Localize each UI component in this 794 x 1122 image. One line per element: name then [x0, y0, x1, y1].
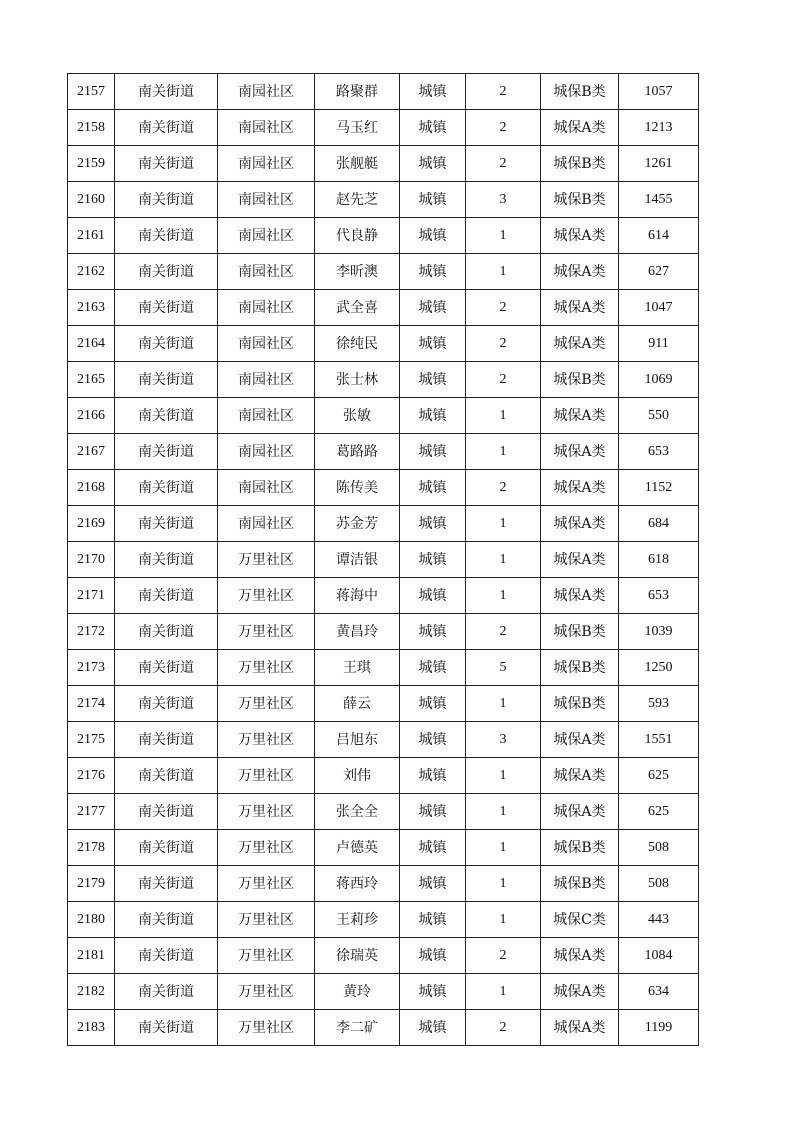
name-cell: 蒋海中 [315, 578, 400, 614]
serial-number-cell: 2177 [68, 794, 115, 830]
table-row [68, 686, 699, 722]
family-size-cell: 2 [466, 326, 541, 362]
street-cell: 南关街道 [115, 650, 218, 686]
household-type-cell: 城镇 [400, 110, 466, 146]
community-cell: 万里社区 [218, 830, 315, 866]
amount-cell: 911 [619, 326, 699, 362]
serial-number-cell: 2160 [68, 182, 115, 218]
name-cell: 吕旭东 [315, 722, 400, 758]
family-size-cell: 2 [466, 1010, 541, 1046]
table-row [68, 1010, 699, 1046]
name-cell: 卢德英 [315, 830, 400, 866]
family-size-cell: 2 [466, 110, 541, 146]
amount-cell: 653 [619, 578, 699, 614]
category-cell: 城保B类 [541, 830, 619, 866]
serial-number-cell: 2173 [68, 650, 115, 686]
household-type-cell: 城镇 [400, 506, 466, 542]
table-row [68, 758, 699, 794]
category-cell: 城保A类 [541, 218, 619, 254]
amount-cell: 614 [619, 218, 699, 254]
street-cell: 南关街道 [115, 434, 218, 470]
table-row [68, 614, 699, 650]
street-cell: 南关街道 [115, 1010, 218, 1046]
name-cell: 徐纯民 [315, 326, 400, 362]
community-cell: 万里社区 [218, 794, 315, 830]
family-size-cell: 2 [466, 614, 541, 650]
household-type-cell: 城镇 [400, 1010, 466, 1046]
family-size-cell: 1 [466, 794, 541, 830]
household-type-cell: 城镇 [400, 866, 466, 902]
household-type-cell: 城镇 [400, 542, 466, 578]
household-type-cell: 城镇 [400, 974, 466, 1010]
household-type-cell: 城镇 [400, 650, 466, 686]
family-size-cell: 1 [466, 902, 541, 938]
name-cell: 蒋西玲 [315, 866, 400, 902]
table-row [68, 902, 699, 938]
amount-cell: 508 [619, 830, 699, 866]
community-cell: 万里社区 [218, 1010, 315, 1046]
serial-number-cell: 2171 [68, 578, 115, 614]
community-cell: 南园社区 [218, 182, 315, 218]
category-cell: 城保A类 [541, 974, 619, 1010]
community-cell: 南园社区 [218, 110, 315, 146]
serial-number-cell: 2164 [68, 326, 115, 362]
category-cell: 城保B类 [541, 362, 619, 398]
community-cell: 万里社区 [218, 686, 315, 722]
family-size-cell: 2 [466, 362, 541, 398]
street-cell: 南关街道 [115, 362, 218, 398]
name-cell: 葛路路 [315, 434, 400, 470]
serial-number-cell: 2166 [68, 398, 115, 434]
household-type-cell: 城镇 [400, 398, 466, 434]
name-cell: 张敏 [315, 398, 400, 434]
table-row [68, 974, 699, 1010]
table-row [68, 110, 699, 146]
amount-cell: 593 [619, 686, 699, 722]
family-size-cell: 1 [466, 686, 541, 722]
household-type-cell: 城镇 [400, 326, 466, 362]
family-size-cell: 1 [466, 974, 541, 1010]
community-cell: 南园社区 [218, 218, 315, 254]
amount-cell: 1047 [619, 290, 699, 326]
street-cell: 南关街道 [115, 578, 218, 614]
category-cell: 城保A类 [541, 578, 619, 614]
name-cell: 路聚群 [315, 74, 400, 110]
serial-number-cell: 2163 [68, 290, 115, 326]
family-size-cell: 2 [466, 290, 541, 326]
amount-cell: 1069 [619, 362, 699, 398]
category-cell: 城保A类 [541, 938, 619, 974]
family-size-cell: 1 [466, 434, 541, 470]
serial-number-cell: 2178 [68, 830, 115, 866]
community-cell: 万里社区 [218, 938, 315, 974]
table-row [68, 578, 699, 614]
category-cell: 城保B类 [541, 686, 619, 722]
community-cell: 南园社区 [218, 470, 315, 506]
name-cell: 陈传美 [315, 470, 400, 506]
name-cell: 张士林 [315, 362, 400, 398]
serial-number-cell: 2157 [68, 74, 115, 110]
street-cell: 南关街道 [115, 722, 218, 758]
name-cell: 薛云 [315, 686, 400, 722]
household-type-cell: 城镇 [400, 218, 466, 254]
community-cell: 南园社区 [218, 254, 315, 290]
amount-cell: 634 [619, 974, 699, 1010]
street-cell: 南关街道 [115, 146, 218, 182]
community-cell: 万里社区 [218, 866, 315, 902]
amount-cell: 684 [619, 506, 699, 542]
household-type-cell: 城镇 [400, 722, 466, 758]
name-cell: 马玉红 [315, 110, 400, 146]
category-cell: 城保B类 [541, 650, 619, 686]
name-cell: 王琪 [315, 650, 400, 686]
street-cell: 南关街道 [115, 470, 218, 506]
serial-number-cell: 2179 [68, 866, 115, 902]
street-cell: 南关街道 [115, 938, 218, 974]
street-cell: 南关街道 [115, 74, 218, 110]
street-cell: 南关街道 [115, 686, 218, 722]
serial-number-cell: 2172 [68, 614, 115, 650]
category-cell: 城保A类 [541, 290, 619, 326]
serial-number-cell: 2175 [68, 722, 115, 758]
street-cell: 南关街道 [115, 614, 218, 650]
household-type-cell: 城镇 [400, 902, 466, 938]
amount-cell: 1039 [619, 614, 699, 650]
street-cell: 南关街道 [115, 326, 218, 362]
family-size-cell: 2 [466, 146, 541, 182]
street-cell: 南关街道 [115, 758, 218, 794]
table-row [68, 218, 699, 254]
serial-number-cell: 2165 [68, 362, 115, 398]
street-cell: 南关街道 [115, 902, 218, 938]
name-cell: 张全全 [315, 794, 400, 830]
category-cell: 城保B类 [541, 614, 619, 650]
family-size-cell: 2 [466, 74, 541, 110]
name-cell: 徐瑞英 [315, 938, 400, 974]
name-cell: 谭洁银 [315, 542, 400, 578]
serial-number-cell: 2169 [68, 506, 115, 542]
household-type-cell: 城镇 [400, 470, 466, 506]
table-row [68, 830, 699, 866]
community-cell: 南园社区 [218, 74, 315, 110]
table-row [68, 542, 699, 578]
serial-number-cell: 2158 [68, 110, 115, 146]
table-row [68, 470, 699, 506]
household-type-cell: 城镇 [400, 938, 466, 974]
amount-cell: 1250 [619, 650, 699, 686]
table-body [68, 74, 699, 1046]
category-cell: 城保B类 [541, 146, 619, 182]
amount-cell: 627 [619, 254, 699, 290]
street-cell: 南关街道 [115, 866, 218, 902]
name-cell: 苏金芳 [315, 506, 400, 542]
household-type-cell: 城镇 [400, 578, 466, 614]
category-cell: 城保A类 [541, 110, 619, 146]
table-row [68, 146, 699, 182]
community-cell: 万里社区 [218, 974, 315, 1010]
name-cell: 黄玲 [315, 974, 400, 1010]
name-cell: 赵先芝 [315, 182, 400, 218]
serial-number-cell: 2159 [68, 146, 115, 182]
amount-cell: 625 [619, 758, 699, 794]
serial-number-cell: 2183 [68, 1010, 115, 1046]
table-row [68, 434, 699, 470]
amount-cell: 653 [619, 434, 699, 470]
street-cell: 南关街道 [115, 110, 218, 146]
category-cell: 城保A类 [541, 470, 619, 506]
name-cell: 刘伟 [315, 758, 400, 794]
amount-cell: 1213 [619, 110, 699, 146]
community-cell: 南园社区 [218, 326, 315, 362]
household-type-cell: 城镇 [400, 362, 466, 398]
community-cell: 南园社区 [218, 434, 315, 470]
amount-cell: 1551 [619, 722, 699, 758]
community-cell: 万里社区 [218, 722, 315, 758]
amount-cell: 1152 [619, 470, 699, 506]
table-row [68, 794, 699, 830]
street-cell: 南关街道 [115, 974, 218, 1010]
amount-cell: 443 [619, 902, 699, 938]
community-cell: 南园社区 [218, 506, 315, 542]
household-type-cell: 城镇 [400, 794, 466, 830]
serial-number-cell: 2176 [68, 758, 115, 794]
category-cell: 城保A类 [541, 722, 619, 758]
community-cell: 万里社区 [218, 758, 315, 794]
table-row [68, 398, 699, 434]
household-type-cell: 城镇 [400, 614, 466, 650]
table-row [68, 326, 699, 362]
table-row [68, 362, 699, 398]
amount-cell: 1199 [619, 1010, 699, 1046]
serial-number-cell: 2170 [68, 542, 115, 578]
name-cell: 李二矿 [315, 1010, 400, 1046]
family-size-cell: 1 [466, 866, 541, 902]
name-cell: 王莉珍 [315, 902, 400, 938]
family-size-cell: 5 [466, 650, 541, 686]
amount-cell: 625 [619, 794, 699, 830]
category-cell: 城保A类 [541, 1010, 619, 1046]
street-cell: 南关街道 [115, 218, 218, 254]
category-cell: 城保A类 [541, 398, 619, 434]
family-size-cell: 1 [466, 254, 541, 290]
serial-number-cell: 2181 [68, 938, 115, 974]
street-cell: 南关街道 [115, 398, 218, 434]
table-row [68, 722, 699, 758]
serial-number-cell: 2162 [68, 254, 115, 290]
table-row [68, 290, 699, 326]
category-cell: 城保A类 [541, 758, 619, 794]
street-cell: 南关街道 [115, 542, 218, 578]
family-size-cell: 1 [466, 758, 541, 794]
street-cell: 南关街道 [115, 182, 218, 218]
category-cell: 城保B类 [541, 182, 619, 218]
table-row [68, 182, 699, 218]
category-cell: 城保A类 [541, 326, 619, 362]
community-cell: 万里社区 [218, 650, 315, 686]
name-cell: 黄昌玲 [315, 614, 400, 650]
table-row [68, 866, 699, 902]
category-cell: 城保C类 [541, 902, 619, 938]
family-size-cell: 1 [466, 398, 541, 434]
household-type-cell: 城镇 [400, 758, 466, 794]
family-size-cell: 2 [466, 938, 541, 974]
community-cell: 南园社区 [218, 362, 315, 398]
family-size-cell: 1 [466, 542, 541, 578]
serial-number-cell: 2174 [68, 686, 115, 722]
family-size-cell: 1 [466, 218, 541, 254]
serial-number-cell: 2182 [68, 974, 115, 1010]
community-cell: 万里社区 [218, 578, 315, 614]
household-type-cell: 城镇 [400, 182, 466, 218]
street-cell: 南关街道 [115, 506, 218, 542]
household-type-cell: 城镇 [400, 254, 466, 290]
category-cell: 城保B类 [541, 866, 619, 902]
category-cell: 城保A类 [541, 506, 619, 542]
name-cell: 代良静 [315, 218, 400, 254]
family-size-cell: 3 [466, 182, 541, 218]
category-cell: 城保A类 [541, 542, 619, 578]
street-cell: 南关街道 [115, 794, 218, 830]
amount-cell: 508 [619, 866, 699, 902]
category-cell: 城保A类 [541, 434, 619, 470]
street-cell: 南关街道 [115, 830, 218, 866]
household-type-cell: 城镇 [400, 434, 466, 470]
amount-cell: 1455 [619, 182, 699, 218]
name-cell: 武全喜 [315, 290, 400, 326]
family-size-cell: 1 [466, 830, 541, 866]
family-size-cell: 1 [466, 506, 541, 542]
household-type-cell: 城镇 [400, 74, 466, 110]
serial-number-cell: 2180 [68, 902, 115, 938]
amount-cell: 1084 [619, 938, 699, 974]
table-row [68, 938, 699, 974]
household-type-cell: 城镇 [400, 830, 466, 866]
name-cell: 李昕澳 [315, 254, 400, 290]
amount-cell: 618 [619, 542, 699, 578]
household-type-cell: 城镇 [400, 146, 466, 182]
table-row [68, 74, 699, 110]
table-row [68, 506, 699, 542]
family-size-cell: 1 [466, 578, 541, 614]
community-cell: 南园社区 [218, 146, 315, 182]
amount-cell: 1261 [619, 146, 699, 182]
records-table [67, 73, 699, 1046]
community-cell: 万里社区 [218, 614, 315, 650]
name-cell: 张舰艇 [315, 146, 400, 182]
community-cell: 南园社区 [218, 290, 315, 326]
community-cell: 万里社区 [218, 542, 315, 578]
family-size-cell: 2 [466, 470, 541, 506]
serial-number-cell: 2167 [68, 434, 115, 470]
serial-number-cell: 2168 [68, 470, 115, 506]
category-cell: 城保A类 [541, 254, 619, 290]
street-cell: 南关街道 [115, 254, 218, 290]
category-cell: 城保B类 [541, 74, 619, 110]
community-cell: 万里社区 [218, 902, 315, 938]
community-cell: 南园社区 [218, 398, 315, 434]
serial-number-cell: 2161 [68, 218, 115, 254]
category-cell: 城保A类 [541, 794, 619, 830]
household-type-cell: 城镇 [400, 290, 466, 326]
amount-cell: 1057 [619, 74, 699, 110]
household-type-cell: 城镇 [400, 686, 466, 722]
street-cell: 南关街道 [115, 290, 218, 326]
amount-cell: 550 [619, 398, 699, 434]
table-row [68, 650, 699, 686]
table-row [68, 254, 699, 290]
family-size-cell: 3 [466, 722, 541, 758]
